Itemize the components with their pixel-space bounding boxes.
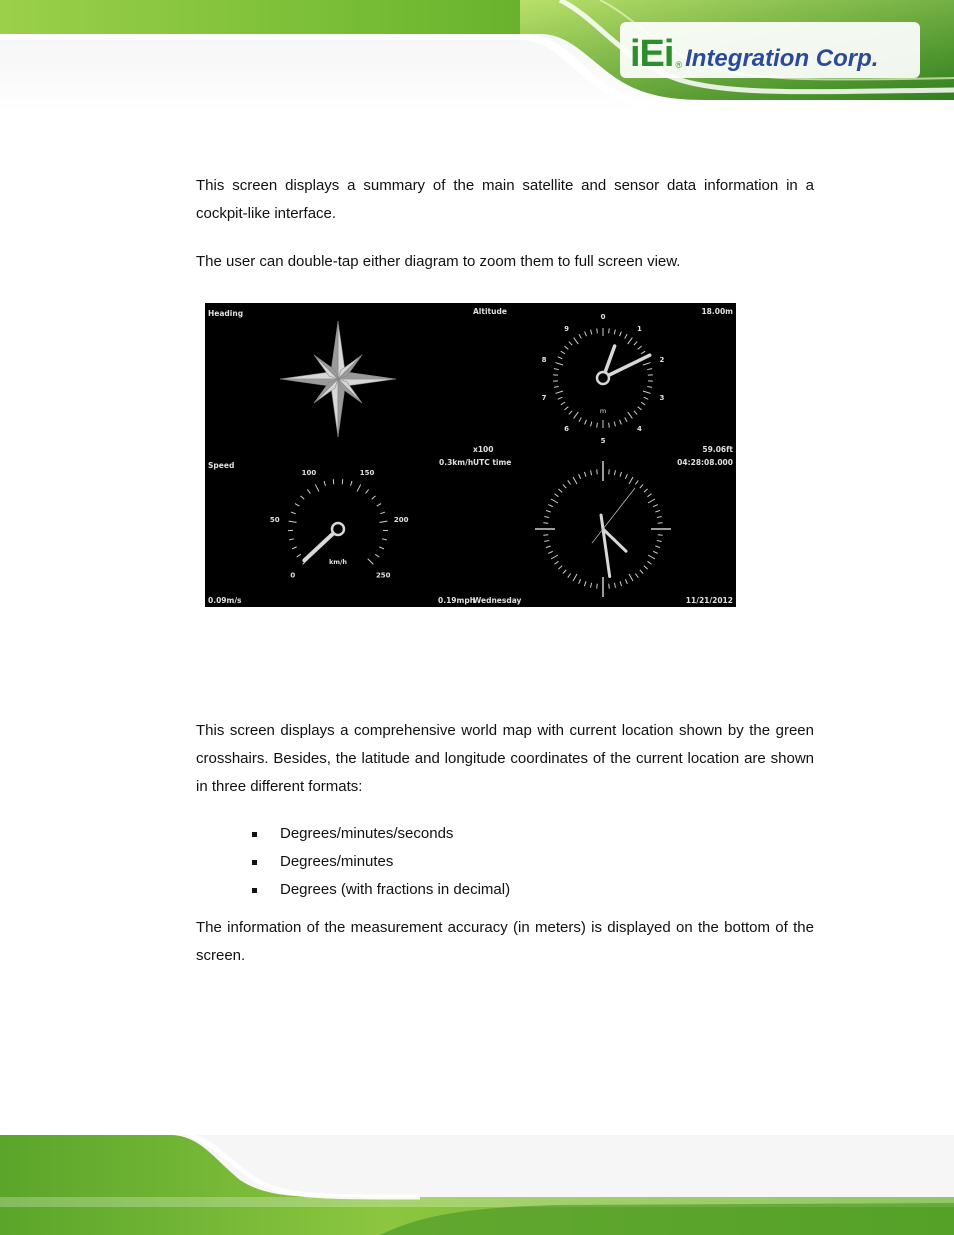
tick-mark	[351, 481, 352, 486]
tick-mark	[620, 420, 622, 425]
tick-mark	[292, 547, 297, 549]
tick-mark	[558, 357, 563, 359]
tick-mark	[289, 521, 297, 522]
tick-mark	[647, 494, 651, 497]
tick-mark	[620, 472, 622, 477]
dial-number: 0	[290, 571, 296, 580]
tick-mark	[597, 584, 598, 589]
footer-decoration	[0, 1135, 954, 1235]
tick-mark	[629, 574, 633, 581]
tick-mark	[563, 484, 566, 488]
tick-mark	[579, 579, 581, 584]
tick-mark	[379, 547, 384, 549]
tick-mark	[568, 480, 571, 484]
section1-paragraph2: The user can double-tap either diagram to zoom them to full screen view.	[196, 253, 681, 270]
dial-number: 1	[637, 324, 642, 333]
tick-mark	[643, 391, 651, 393]
tick-mark	[558, 397, 563, 399]
altitude-feet: 59.06ft	[702, 445, 733, 454]
tick-mark	[573, 477, 577, 484]
tick-mark	[380, 512, 385, 514]
altitude-value: 18.00m	[701, 307, 733, 316]
tick-mark	[591, 330, 592, 335]
tick-mark	[573, 574, 577, 581]
multiplier-label: x100	[473, 445, 494, 454]
tick-mark	[357, 484, 361, 491]
dial-number: 0	[600, 313, 606, 321]
tick-mark	[579, 334, 581, 338]
speed-label: Speed	[208, 461, 235, 470]
tick-mark	[548, 551, 553, 553]
list-item: Degrees/minutes	[252, 848, 510, 876]
altitude-label: Altitude	[473, 307, 507, 316]
tick-mark	[653, 551, 658, 553]
tick-mark	[644, 397, 649, 399]
utc-value: 04:28:08.000	[677, 458, 733, 467]
tick-mark	[644, 566, 648, 569]
tick-mark	[554, 369, 559, 370]
tick-mark	[647, 386, 652, 387]
tick-mark	[555, 363, 563, 365]
tick-mark	[554, 386, 559, 387]
minute-hand	[601, 515, 610, 576]
tick-mark	[640, 484, 643, 488]
tick-mark	[295, 504, 299, 507]
tick-mark	[597, 469, 598, 474]
tick-mark	[297, 554, 301, 557]
tick-mark	[546, 546, 551, 548]
tick-mark	[375, 554, 379, 557]
tick-mark	[585, 420, 587, 425]
tick-mark	[574, 412, 579, 418]
speed-unit: km/h	[328, 558, 348, 566]
tick-mark	[554, 494, 558, 497]
page-header	[0, 0, 954, 112]
tick-mark	[585, 332, 587, 337]
tick-mark	[614, 583, 615, 588]
tick-mark	[614, 422, 615, 427]
section2-paragraph2: The information of the measurement accuracy (in meters) is displayed on the bottom of the screen.	[196, 919, 814, 964]
logo-text: Integration Corp.	[685, 45, 879, 72]
section1-paragraph1: This screen displays a summary of the main satellite and sensor data information in a cockpit-like interface.	[196, 177, 814, 222]
tick-mark	[644, 489, 648, 492]
dial-number: 6	[564, 425, 569, 434]
second-hand	[592, 488, 635, 543]
tick-mark	[544, 540, 549, 541]
tick-mark	[625, 474, 627, 479]
dial-number: 8	[541, 355, 547, 364]
tick-mark	[641, 351, 645, 354]
dial-number: 3	[659, 394, 665, 403]
tick-mark	[561, 402, 565, 405]
tick-mark	[584, 581, 586, 586]
tick-mark	[569, 411, 572, 415]
tick-mark	[568, 573, 571, 577]
tick-mark	[625, 417, 627, 421]
tick-mark	[614, 470, 615, 475]
tick-mark	[653, 505, 658, 507]
tick-mark	[620, 581, 622, 586]
utc-clock	[535, 461, 671, 597]
bullet-icon	[252, 888, 257, 893]
tick-mark	[657, 517, 662, 518]
tick-mark	[658, 523, 663, 524]
altitude-unit: m	[599, 407, 607, 415]
tick-mark	[548, 505, 553, 507]
speed-mph: 0.19mph	[438, 596, 476, 605]
speed-ms: 0.09m/s	[208, 596, 242, 605]
format-list	[252, 820, 510, 904]
tick-mark	[658, 535, 663, 536]
tick-mark	[625, 334, 627, 338]
tick-mark	[584, 472, 586, 477]
tick-mark	[591, 470, 592, 475]
tick-mark	[574, 338, 579, 344]
tick-mark	[558, 489, 562, 492]
tick-mark	[379, 521, 387, 522]
tick-mark	[635, 573, 638, 577]
tick-mark	[628, 338, 633, 344]
dial-number: 250	[375, 571, 391, 580]
tick-mark	[629, 477, 633, 484]
utc-label: UTC time	[473, 458, 512, 467]
tick-mark	[628, 412, 633, 418]
dial-number: 4	[637, 425, 642, 434]
tick-mark	[300, 496, 304, 499]
bullet-icon	[252, 860, 257, 865]
tick-mark	[551, 555, 558, 559]
tick-mark	[544, 517, 549, 518]
tick-mark	[655, 546, 660, 548]
weekday-label: Wednesday	[473, 596, 522, 605]
dial-number: 200	[393, 515, 409, 524]
tick-mark	[551, 499, 558, 503]
needle-hub	[597, 372, 609, 384]
tick-mark	[563, 570, 566, 574]
tick-mark	[648, 555, 655, 559]
dial-number: 2	[659, 355, 665, 364]
tick-mark	[307, 489, 310, 493]
dial-number: 150	[359, 468, 375, 477]
tick-mark	[543, 535, 548, 536]
tick-mark	[634, 411, 637, 415]
tick-mark	[638, 407, 642, 410]
tick-mark	[609, 328, 610, 333]
tick-mark	[324, 481, 325, 486]
tick-mark	[372, 496, 376, 499]
list-item: Degrees/minutes/seconds	[252, 820, 510, 848]
tick-mark	[597, 423, 598, 428]
dial-number: 100	[301, 468, 317, 477]
company-logo	[630, 28, 878, 74]
needle-hub	[332, 523, 344, 535]
dial-number: 7	[541, 394, 547, 403]
logo-mark: iEi	[630, 33, 674, 75]
tick-mark	[579, 417, 581, 421]
tick-mark	[609, 584, 610, 589]
tick-mark	[368, 559, 374, 565]
tick-mark	[640, 570, 643, 574]
date-label: 11/21/2012	[685, 596, 733, 605]
tick-mark	[561, 351, 565, 354]
tick-mark	[382, 539, 387, 540]
bullet-icon	[252, 832, 257, 837]
tick-mark	[579, 474, 581, 479]
tick-mark	[609, 469, 610, 474]
tick-mark	[647, 561, 651, 564]
altitude-dial	[542, 313, 665, 445]
tick-mark	[554, 561, 558, 564]
tick-mark	[609, 423, 610, 428]
dial-number: 5	[600, 437, 606, 445]
cockpit-screenshot	[205, 303, 736, 607]
tick-mark	[591, 583, 592, 588]
tick-mark	[377, 504, 381, 507]
tick-mark	[569, 342, 572, 346]
dial-number: 50	[269, 515, 280, 524]
tick-mark	[291, 512, 296, 514]
cockpit-graphics	[205, 303, 736, 607]
speed-kmh-value: 0.3km/h	[439, 458, 474, 467]
tick-mark	[657, 540, 662, 541]
tick-mark	[655, 510, 660, 512]
compass-rose-icon	[280, 321, 396, 437]
tick-mark	[597, 328, 598, 333]
tick-mark	[564, 346, 568, 349]
tick-mark	[558, 566, 562, 569]
tick-mark	[620, 332, 622, 337]
tick-mark	[634, 342, 637, 346]
logo-registered: ®	[675, 60, 683, 70]
speed-dial	[270, 469, 409, 579]
tick-mark	[315, 484, 319, 491]
tick-mark	[366, 489, 369, 493]
tick-mark	[546, 510, 551, 512]
tick-mark	[564, 407, 568, 410]
tick-mark	[625, 579, 627, 584]
list-item: Degrees (with fractions in decimal)	[252, 876, 510, 904]
tick-mark	[614, 330, 615, 335]
tick-mark	[638, 346, 642, 349]
tick-mark	[641, 402, 645, 405]
tick-mark	[643, 363, 651, 365]
tick-mark	[635, 480, 638, 484]
section2-paragraph1: This screen displays a comprehensive world map with current location shown by the green crosshairs. Besides, the latitude and longitude coordinates of the current location are shown in three different formats:	[196, 722, 814, 795]
tick-mark	[543, 523, 548, 524]
tick-mark	[555, 391, 563, 393]
tick-mark	[648, 499, 655, 503]
dial-number: 9	[564, 324, 569, 333]
tick-mark	[289, 539, 294, 540]
tick-mark	[591, 422, 592, 427]
heading-label: Heading	[208, 309, 244, 318]
tick-mark	[647, 369, 652, 370]
